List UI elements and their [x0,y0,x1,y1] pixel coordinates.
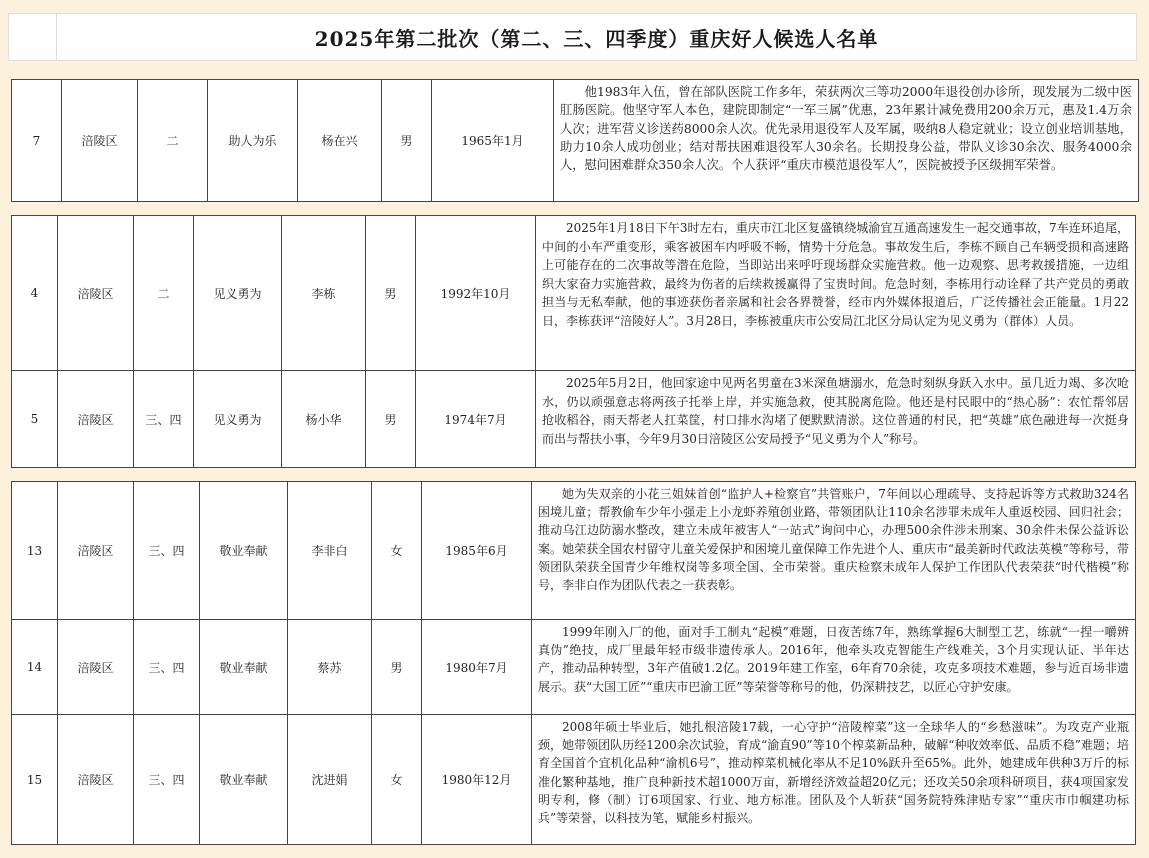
header-bar [8,13,1137,61]
row-birth: 1965年1月 [432,80,554,202]
row-category: 助人为乐 [208,80,298,202]
row-gender: 男 [366,371,416,468]
row-birth: 1980年7月 [422,620,532,715]
row-gender: 女 [372,715,422,845]
row-description: 2008年硕士毕业后，她扎根涪陵17载，一心守护“涪陵榨菜”这一全球华人的“乡愁滋味”。为攻克产业瓶颈，她带领团队历经1200余次试验，育成“渝直90”等10个榨菜新品种，破解“种收效率低、品质不稳”难题；培育全国首个宜机化品种“渝机6号”，推动榨菜机械化率从不足10%跃升至65%。此外，她建成年供种3万斤的标准化繁种基地，推广良种新技术超1000万亩，新增经济效益超20亿元；还攻关50余项科研项目，获4项国家发明专利，修（制）订6项国家、行业、地方标准。团队及个人斩获“国务院特殊津贴专家”“重庆市巾帼建功标兵”等荣誉，以科技为笔，赋能乡村振兴。 [532,715,1136,845]
row-quarter: 三、四 [134,715,200,845]
page-title: 2025年第二批次（第二、三、四季度）重庆好人候选人名单 [314,26,879,51]
row-number: 5 [12,371,58,468]
row-number: 13 [12,482,58,620]
row-district: 涪陵区 [58,371,134,468]
table-row [12,482,1136,620]
row-quarter: 二 [134,216,194,371]
table-row [12,216,1136,371]
row-district: 涪陵区 [58,620,134,715]
row-gender: 男 [372,620,422,715]
row-birth: 1985年6月 [422,482,532,620]
candidate-table-3 [11,481,1136,845]
row-category: 敬业奉献 [200,620,288,715]
row-name: 蔡苏 [288,620,372,715]
row-category: 敬业奉献 [200,715,288,845]
row-gender: 女 [372,482,422,620]
row-quarter: 三、四 [134,620,200,715]
row-birth: 1974年7月 [416,371,536,468]
candidate-table-1 [11,79,1139,202]
row-number: 14 [12,620,58,715]
row-district: 涪陵区 [62,80,138,202]
row-district: 涪陵区 [58,715,134,845]
row-name: 杨小华 [282,371,366,468]
row-quarter: 三、四 [134,371,194,468]
table-row [12,620,1136,715]
row-gender: 男 [366,216,416,371]
row-number: 4 [12,216,58,371]
row-name: 李栋 [282,216,366,371]
row-district: 涪陵区 [58,216,134,371]
row-number: 7 [12,80,62,202]
row-quarter: 三、四 [134,482,200,620]
row-district: 涪陵区 [58,482,134,620]
row-quarter: 二 [138,80,208,202]
row-description: 2025年5月2日，他回家途中见两名男童在3米深鱼塘溺水，危急时刻纵身跃入水中。虽几近力竭、多次呛水，仍以顽强意志将两孩子托举上岸，并实施急救，使其脱离危险。他还是村民眼中的“热心肠”：农忙帮邻居抢收稻谷，雨天帮老人扛菜筐，村口排水沟堵了便默默清淤。这位普通的村民，把“英雄”底色融进每一次挺身而出与帮扶小事，今年9月30日涪陵区公安局授予“见义勇为个人”称号。 [536,371,1136,468]
table-row [12,80,1139,202]
row-description: 1999年刚入厂的他，面对手工制丸“起模”难题，日夜苦练7年，熟练掌握6大制型工艺，练就“一捏一嚼辨真伪”绝技，成厂里最年轻市级非遗传承人。2016年，他牵头攻克智能生产线难关，3个月实现认证、半年达产，推动品种转型，3年产值破1.2亿。2019年建工作室，6年育70余徒，攻克多项技术难题，参与近百场非遗展示。获“大国工匠”“重庆市巴渝工匠”等荣誉等称号的他，仍深耕技艺，以匠心守护安康。 [532,620,1136,715]
row-category: 见义勇为 [194,216,282,371]
table-row [12,715,1136,845]
row-name: 杨在兴 [298,80,382,202]
candidate-table-2 [11,215,1136,468]
row-birth: 1980年12月 [422,715,532,845]
row-birth: 1992年10月 [416,216,536,371]
header-index-cell [9,14,57,60]
row-category: 敬业奉献 [200,482,288,620]
row-number: 15 [12,715,58,845]
row-description: 他1983年入伍，曾在部队医院工作多年，荣获两次三等功2000年退役创办诊所，现发展为二级中医肛肠医院。他坚守军人本色，建院即制定“一军三属”优惠，23年累计减免费用200余万元，惠及1.4万余人次；进军营义诊送药8000余人次。优先录用退役军人及军属，吸纳8人稳定就业；设立创业培训基地，助力10余人成功创业；结对帮扶困难退役军人30余名。长期投身公益，带队义诊30余次、服务4000余人，慰问困难群众350余人次。个人获评“重庆市模范退役军人”，医院被授予区级拥军荣誉。 [554,80,1139,202]
table-row [12,371,1136,468]
row-name: 李非白 [288,482,372,620]
row-description: 2025年1月18日下午3时左右，重庆市江北区复盛镇绕城渝宜互通高速发生一起交通事故，7车连环追尾，中间的小车严重变形，乘客被困车内呼吸不畅，情势十分危急。事故发生后，李栋不顾自己车辆受损和高速路上可能存在的二次事故等潜在危险，当即站出来呼吁现场群众实施营救。他一边观察、思考救援措施，一边组织大家奋力实施营救，最终为伤者的后续救援赢得了宝贵时间。危急时刻，李栋用行动诠释了共产党员的勇敢担当与无私奉献，他的事迹获伤者亲属和社会各界赞誉，经市内外媒体报道后，广泛传播社会正能量。1月22日，李栋获评“涪陵好人”。3月28日，李栋被重庆市公安局江北区分局认定为见义勇为（群体）人员。 [536,216,1136,371]
row-gender: 男 [382,80,432,202]
row-name: 沈进娟 [288,715,372,845]
row-description: 她为失双亲的小花三姐妹首创“监护人+检察官”共管账户，7年间以心理疏导、支持起诉等方式救助324名困境儿童；帮教偷车少年小强走上小龙虾养殖创业路，带领团队让110余名涉罪未成年人重返校园、回归社会；推动乌江边防溺水整改，建立未成年被害人“一站式”询问中心，办理500余件涉未刑案、30余件未保公益诉讼案。她荣获全国农村留守儿童关爱保护和困境儿童保障工作先进个人、重庆市“最美新时代政法英模”等称号，带领团队荣获全国青少年维权岗等多项全国、全市荣誉。重庆检察未成年人保护工作团队代表荣获“时代楷模”称号，李非白作为团队代表之一获表彰。 [532,482,1136,620]
row-category: 见义勇为 [194,371,282,468]
